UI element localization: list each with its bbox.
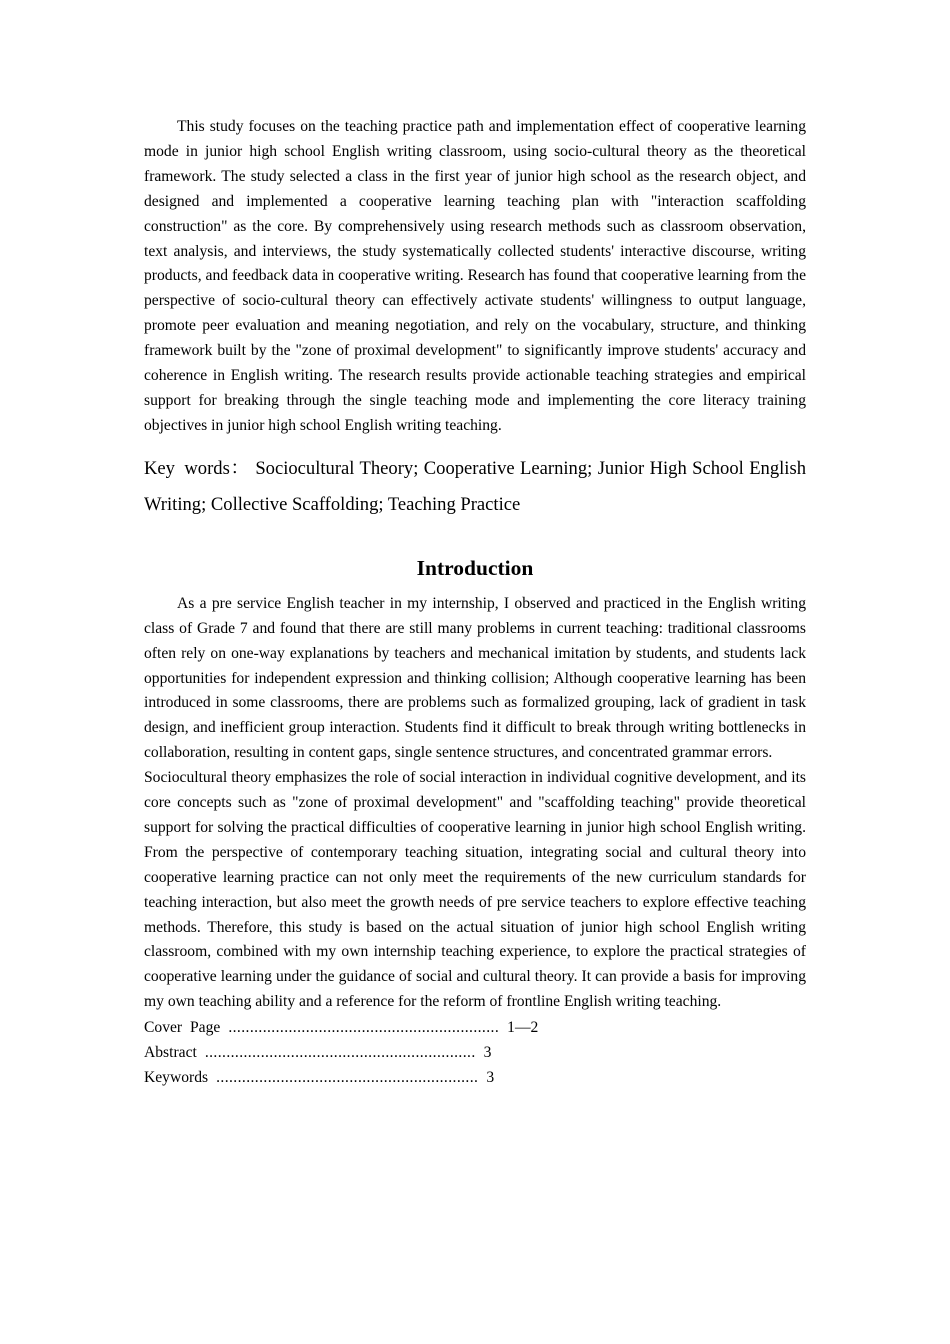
toc-entry-page: 3 bbox=[486, 1069, 495, 1086]
introduction-heading: Introduction bbox=[416, 555, 534, 580]
toc-entry-title: Keywords bbox=[144, 1069, 209, 1086]
toc-leader-dots: ............................................................. bbox=[216, 1069, 479, 1086]
introduction-paragraph-2: Sociocultural theory emphasizes the role of social interaction in individual cognitive development, and its core concepts such as "zone of proximal development" and "scaffolding teaching" provide theoretical support for solving the practical difficulties of cooperative learning in junior high school English writing. From the perspective of contemporary teaching situation, integrating social and cultural theory into cooperative learning practice can not only meet the requirements of the new curriculum standards for teaching interaction, but also meet the growth needs of pre service teachers to explore effective teaching methods. Therefore, this study is based on the actual situation of junior high school English writing classroom, combined with my own internship teaching experience, to explore the practical strategies of cooperative learning under the guidance of social and cultural theory. It can provide a basis for improving my own teaching ability and a reference for the reform of frontline English writing teaching. bbox=[144, 769, 806, 1011]
toc-entry-page: 1—2 bbox=[507, 1019, 539, 1037]
toc-entry-page: 3 bbox=[483, 1044, 492, 1062]
keywords-line bbox=[144, 451, 806, 523]
abstract-paragraph: This study focuses on the teaching practice path and implementation effect of cooperative learning mode in junior high school English writing classroom, using socio-cultural theory as the theoretical framework. The study selected a class in the first year of junior high school as the research object, and designed and implemented a cooperative learning teaching plan with "interaction scaffolding construction" as the core. By comprehensively using research methods such as classroom observation, text analysis, and interviews, the study systematically collected students' interactive discourse, writing products, and feedback data in cooperative writing. Research has found that cooperative learning from the perspective of socio-cultural theory can effectively activate students' willingness to output language, promote peer evaluation and meaning negotiation, and rely on the vocabulary, structure, and thinking framework built by the "zone of proximal development" to significantly improve students' accuracy and coherence in English writing. The research results provide actionable teaching strategies and empirical support for breaking through the single teaching mode and implementing the core literacy training objectives in junior high school English writing teaching. bbox=[144, 118, 806, 434]
toc-entry-abstract[interactable] bbox=[144, 1041, 806, 1066]
toc-leader-dots: ............................................................... bbox=[204, 1044, 476, 1062]
table-of-contents bbox=[144, 1016, 806, 1091]
toc-entry-keywords[interactable] bbox=[144, 1066, 806, 1091]
keywords-label: Key words： bbox=[144, 457, 250, 479]
keywords-text: Sociocultural Theory; Cooperative Learning; Junior High School English Writing; Collective Scaffolding; Teaching Practice bbox=[144, 457, 807, 515]
toc-leader-dots: ............................................................... bbox=[228, 1019, 500, 1037]
document-page bbox=[144, 115, 806, 1091]
toc-entry-title: Abstract bbox=[144, 1044, 197, 1062]
introduction-paragraph-1: As a pre service English teacher in my internship, I observed and practiced in the English writing class of Grade 7 and found that there are still many problems in current teaching: traditional classrooms often rely on one-way explanations by teachers and mechanical imitation by students, and students lack opportunities for independent expression and thinking collision; Although cooperative learning has been introduced in some classrooms, there are problems such as formalized grouping, lack of gradient in task design, and inefficient group interaction. Students find it difficult to break through writing bottlenecks in collaboration, resulting in content gaps, single sentence structures, and concentrated grammar errors. bbox=[144, 594, 806, 762]
toc-entry-title: Cover Page bbox=[144, 1019, 221, 1037]
toc-entry-cover-page[interactable] bbox=[144, 1016, 806, 1041]
